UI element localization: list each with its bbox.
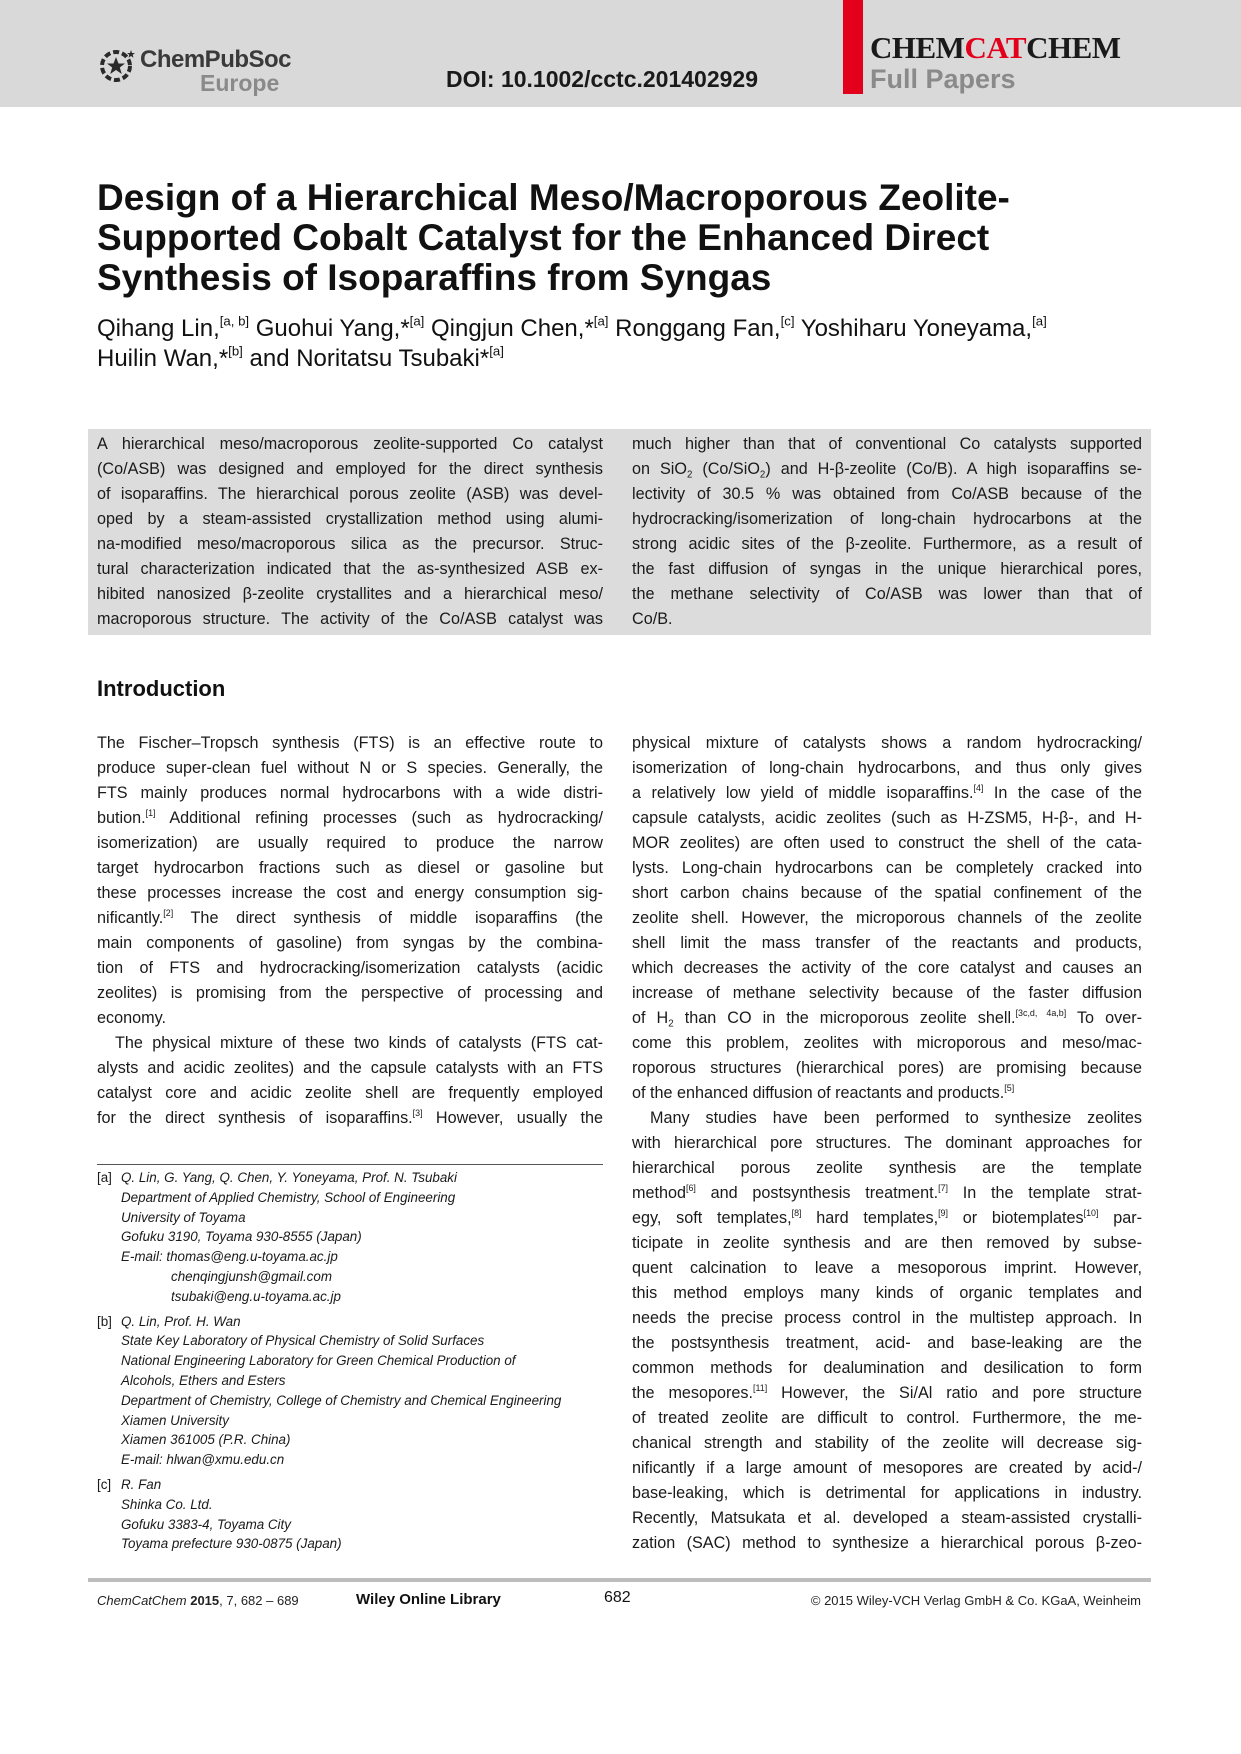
wiley-online-library-link[interactable]: Wiley Online Library [356,1591,501,1608]
text-run: egy, soft templates, [632,1209,792,1227]
text-run: the mesopores. [632,1384,754,1402]
text-run: hard templates, [801,1209,939,1227]
text-run: par- [1098,1209,1142,1227]
author-affiliation: [b] [228,343,243,359]
abstract-line: oped by a steam-assisted crystallization method using alumi- [97,510,603,528]
citation[interactable]: [5] [1004,1082,1015,1093]
body-line: catalyst core and acidic zeolite shell are frequently employed [97,1084,603,1102]
body-line: hierarchical porous zeolite synthesis are the template [632,1159,1142,1177]
abstract-line: strong acidic sites of the β-zeolite. Furthermore, as a result of [632,535,1142,553]
abstract-line: A hierarchical meso/macroporous zeolite-supported Co catalyst [97,435,603,453]
journal-name-part1: CHEM [870,30,965,65]
body-line: lysts. Long-chain hydrocarbons can be completely cracked into [632,859,1142,877]
text-run: on SiO [632,460,687,478]
body-line: nificantly if a large amount of mesopores are created by acid-/ [632,1459,1142,1477]
chempubsoc-star-logo-icon [98,46,138,86]
citation[interactable]: [3c,d, 4a,b] [1015,1007,1067,1018]
abstract-right-column [632,432,1142,632]
body-line: short carbon chains because of the spatial confinement of the [632,884,1142,902]
body-line: isomerization of long-chain hydrocarbons, and thus only gives [632,759,1142,777]
email-link[interactable]: tsubaki@eng.u-toyama.ac.jp [171,1288,341,1304]
author-affiliation: [a] [489,343,504,359]
citation[interactable]: [2] [163,907,174,918]
author-name[interactable]: and Noritatsu Tsubaki* [249,345,490,372]
body-line: quent calcination to leave a mesoporous imprint. However, [632,1259,1142,1277]
author-affiliation: [a] [409,313,425,329]
footnote-line: R. Fan [121,1476,162,1492]
abstract-line: Co/B. [632,610,673,628]
body-line [632,781,1142,806]
journal-name-part3: CHEM [1026,30,1121,65]
footnote-divider [97,1164,603,1165]
abstract-line: hibited nanosized β-zeolite crystallites and a hierarchical meso/ [97,585,603,603]
body-line: these processes increase the cost and energy consumption sig- [97,884,603,902]
citation[interactable]: [11] [753,1382,768,1393]
footnote-key: [a] [97,1170,112,1185]
copyright: © 2015 Wiley-VCH Verlag GmbH & Co. KGaA, Weinheim [810,1593,1141,1608]
text-run: nificantly. [97,909,164,927]
body-line: increase of methane selectivity because of the faster diffusion [632,984,1142,1002]
doi[interactable]: DOI: 10.1002/cctc.201402929 [446,66,759,92]
abstract-line: hydrocracking/isomerization of long-chain hydrocarbons at the [632,510,1142,528]
abstract-line: much higher than that of conventional Co catalysts supported [632,435,1142,453]
body-line [632,1206,1142,1231]
footnote-line: Gofuku 3190, Toyama 930-8555 (Japan) [121,1229,362,1245]
page-number: 682 [604,1589,631,1606]
body-line: ticipate in zeolite synthesis and are then removed by subse- [632,1234,1142,1252]
footnote-line: Q. Lin, G. Yang, Q. Chen, Y. Yoneyama, Prof. N. Tsubaki [121,1170,457,1185]
citation[interactable]: [6] [686,1182,696,1193]
article-title [97,178,1157,298]
body-line: alysts and acidic zeolites) and the capsule catalysts with an FTS [97,1059,603,1077]
body-line: isomerization) are usually required to produce the narrow [97,834,603,852]
intro-left-column [97,731,603,1131]
footnote-line: Q. Lin, Prof. H. Wan [121,1313,241,1329]
abstract-line: tural characterization indicated that the as-synthesized ASB ex- [97,560,603,578]
abstract-line: na-modified meso/macroporous silica as the precursor. Struc- [97,535,603,553]
body-line: which decreases the activity of the core catalyst and causes an [632,959,1142,977]
author-affiliation: [a, b] [219,313,250,329]
body-line: with hierarchical pore structures. The dominant approaches for [632,1134,1142,1152]
body-line: MOR zeolites) are often used to construct the shell of the cata- [632,834,1142,852]
body-line: zeolites) is promising from the perspective of processing and [97,984,603,1002]
body-line: shell limit the mass transfer of the reactants and products, [632,934,1142,952]
body-line: common methods for dealumination and desilication to form [632,1359,1142,1377]
abstract-line: lectivity of 30.5 % was obtained from Co/ASB because of the [632,485,1142,503]
author-name[interactable]: Qingjun Chen,* [431,315,594,342]
abstract-left-column [97,432,603,632]
body-line: zation (SAC) method to synthesize a hierarchical porous β-zeo- [632,1534,1142,1552]
text-run: However, the Si/Al ratio and pore structure [767,1384,1142,1402]
abstract-line: the fast diffusion of syngas in the unique hierarchical pores, [632,560,1142,578]
section-heading: Introduction [97,676,226,701]
text-run: of the enhanced diffusion of reactants and products. [632,1084,1005,1102]
body-line: produce super-clean fuel without N or S species. Generally, the [97,759,603,777]
footnote-line: Department of Chemistry, College of Chemistry and Chemical Engineering [121,1392,562,1408]
title-line: Synthesis of Isoparaffins from Syngas [97,257,772,298]
title-line: Design of a Hierarchical Meso/Macroporous Zeolite- [97,177,1010,218]
footnote-line: Shinka Co. Ltd. [121,1496,213,1512]
email-link[interactable]: E-mail: thomas@eng.u-toyama.ac.jp [121,1249,338,1265]
text-run: method [632,1184,686,1202]
body-line: this method employs many kinds of organic templates and [632,1284,1142,1302]
body-line: come this problem, zeolites with microporous and meso/mac- [632,1034,1142,1052]
publisher-region: Europe [200,70,280,96]
journal-name-part2: CAT [964,30,1027,65]
intro-right-column [632,731,1142,1556]
text-run: of H [632,1009,669,1027]
footnote-line: National Engineering Laboratory for Green Chemical Production of [121,1353,516,1369]
body-line: zeolite shell. However, the microporous channels of the zeolite [632,909,1142,927]
body-line: chanical strength and stability of the zeolite will decrease sig- [632,1434,1142,1452]
footnote-line: State Key Laboratory of Physical Chemistry of Solid Surfaces [121,1333,485,1349]
body-line: main components of gasoline) from syngas by the combina- [97,934,603,952]
text-run: for the direct synthesis of isoparaffins. [97,1109,413,1127]
author-name[interactable]: Huilin Wan,* [97,345,229,372]
body-line [632,1381,1142,1406]
text-run: ) and H-β-zeolite (Co/B). A high isoparaffins se- [765,460,1142,478]
citation[interactable]: [3] [412,1107,423,1118]
body-line: Many studies have been performed to synthesize zeolites [650,1109,1142,1127]
abstract-line: (Co/ASB) was designed and employed for the direct synthesis [97,460,603,478]
body-line: target hydrocarbon fractions such as diesel or gasoline but [97,859,603,877]
text-run: In the case of the [983,784,1142,802]
body-line: Recently, Matsukata et al. developed a steam-assisted crystalli- [632,1509,1142,1527]
citation[interactable]: [8] [791,1207,802,1218]
body-line: tion of FTS and hydrocracking/isomerization catalysts (acidic [97,959,603,977]
text-run: (Co/SiO [692,460,760,478]
citation[interactable]: [4] [973,782,984,793]
footnote-line: Xiamen 361005 (P.R. China) [121,1432,291,1448]
text-run: bution. [97,809,146,827]
body-line [632,1006,1142,1031]
footnote-a [97,1168,603,1307]
body-line: economy. [97,1009,166,1027]
footnote-key: [c] [97,1476,112,1492]
text-run: a relatively low yield of middle isoparaffins. [632,784,974,802]
footnote-line: Toyama prefecture 930-0875 (Japan) [121,1536,342,1552]
body-line [97,906,603,931]
body-line [632,1181,1142,1206]
abstract-line: the methane selectivity of Co/ASB was lower than that of [632,585,1142,603]
subscript: 2 [668,1018,674,1030]
footer-rule [88,1578,1151,1582]
body-line: roporous structures (hierarchical pores) are promising because [632,1059,1142,1077]
accent-bar [843,0,863,94]
footnote-key: [b] [97,1313,112,1329]
email-link[interactable]: E-mail: hlwan@xmu.edu.cn [121,1452,285,1468]
abstract-line [632,457,1142,482]
body-line: FTS mainly produces normal hydrocarbons with a wide distri- [97,784,603,802]
author-list [97,314,1147,374]
footnote-line: Gofuku 3383-4, Toyama City [121,1516,291,1532]
author-affiliation: [c] [780,313,795,329]
cite-volume-pages: , 7, 682 – 689 [219,1593,299,1608]
footer-citation [97,1593,299,1608]
text-run: The direct synthesis of middle isoparaffins (the [173,909,603,927]
citation[interactable]: [7] [938,1182,949,1193]
abstract-line: macroporous structure. The activity of the Co/ASB catalyst was [97,610,603,628]
author-name[interactable]: Yoshiharu Yoneyama, [800,315,1033,342]
author-affiliation: [a] [1032,313,1047,329]
text-run: and postsynthesis treatment. [695,1184,939,1202]
author-affiliation: [a] [593,313,609,329]
citation[interactable]: [9] [938,1207,948,1218]
title-line: Supported Cobalt Catalyst for the Enhanced Direct [97,217,990,258]
body-line: base-leaking, which is detrimental for applications in industry. [632,1484,1142,1502]
section-label: Full Papers [870,64,1016,94]
subscript: 2 [686,469,693,481]
text-run: than CO in the microporous zeolite shell. [673,1009,1016,1027]
body-line [97,1106,603,1131]
text-run: or biotemplates [947,1209,1084,1227]
body-line [632,1081,1142,1106]
citation[interactable]: [1] [145,807,156,818]
body-line: The physical mixture of these two kinds of catalysts (FTS cat- [115,1034,603,1052]
body-line: The Fischer–Tropsch synthesis (FTS) is an effective route to [97,734,603,752]
text-run: To over- [1066,1009,1142,1027]
text-run: Additional refining processes (such as hydrocracking/ [155,809,603,827]
text-run: In the template strat- [948,1184,1143,1202]
footnote-line: Department of Applied Chemistry, School of Engineering [121,1189,456,1205]
journal-name [870,30,1121,66]
cite-year: 2015 [190,1593,220,1608]
footnote-line: University of Toyama [121,1209,246,1225]
author-name[interactable]: Guohui Yang,* [255,315,410,342]
footnote-b [97,1312,603,1470]
email-link[interactable]: chenqingjunsh@gmail.com [171,1268,332,1284]
subscript: 2 [759,469,766,481]
author-name[interactable]: Qihang Lin, [97,315,220,342]
author-name[interactable]: Ronggang Fan, [615,315,781,342]
body-line: of treated zeolite are difficult to control. Furthermore, the me- [632,1409,1142,1427]
citation[interactable]: [10] [1083,1207,1099,1218]
body-line: the postsynthesis treatment, acid- and base-leaking are the [632,1334,1142,1352]
affiliation-footnotes [97,1168,603,1559]
footnote-line: Alcohols, Ethers and Esters [121,1372,286,1388]
body-line: physical mixture of catalysts shows a random hydrocracking/ [632,734,1142,752]
body-line [97,806,603,831]
publisher-name: ChemPubSoc [140,46,292,73]
text-run: However, usually the [422,1109,603,1127]
body-line: capsule catalysts, acidic zeolites (such as H-ZSM5, H-β-, and H- [632,809,1142,827]
body-line: needs the precise process control in the multistep approach. In [632,1309,1142,1327]
footnote-line: Xiamen University [121,1412,229,1428]
cite-journal: ChemCatChem [97,1593,187,1608]
footnote-c [97,1475,603,1554]
abstract-line: of isoparaffins. The hierarchical porous zeolite (ASB) was devel- [97,485,603,503]
